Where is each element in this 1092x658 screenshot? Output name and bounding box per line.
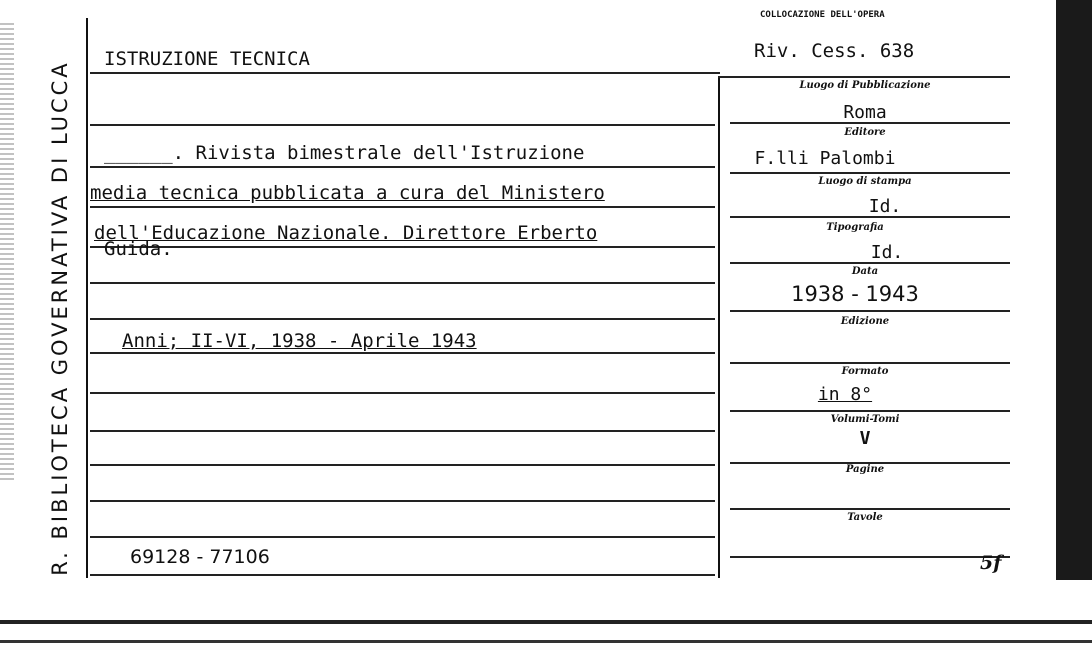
ruled-line	[730, 362, 1010, 364]
ruled-line	[90, 574, 715, 576]
ruled-line	[90, 124, 715, 126]
field-value-volumes: V	[859, 428, 871, 449]
left-margin-rule	[86, 18, 88, 578]
ruled-line	[90, 72, 720, 74]
ruled-line	[90, 246, 715, 248]
card-bottom-edge	[0, 620, 1092, 624]
body-line-3: dell'Educazione Nazionale. Direttore Erberto	[94, 222, 598, 244]
ruled-line	[90, 392, 715, 394]
card-left-edge	[0, 20, 14, 480]
ruled-line	[90, 352, 715, 354]
field-value-print-place: Id.	[868, 196, 902, 217]
field-label-edition: Edizione	[840, 316, 890, 327]
field-value-printer: Id.	[870, 242, 904, 263]
inventory-numbers: 69128 - 77106	[130, 546, 270, 568]
ruled-line	[90, 500, 715, 502]
library-name-vertical: R. BIBLIOTECA GOVERNATIVA DI LUCCA	[48, 60, 72, 576]
field-label-format: Formato	[841, 366, 889, 377]
ruled-line	[730, 410, 1010, 412]
holdings-years: Anni; II-VI, 1938 - Aprile 1943	[122, 330, 477, 352]
field-label-date: Data	[851, 266, 879, 277]
field-label-pages: Pagine	[845, 464, 885, 475]
field-value-date: 1938 - 1943	[791, 282, 919, 306]
body-line-4: Guida.	[104, 238, 173, 260]
ruled-line	[90, 282, 715, 284]
card-right-edge	[1056, 0, 1092, 580]
corner-mark: 5f	[980, 552, 1002, 574]
heading-title: ISTRUZIONE TECNICA	[104, 48, 310, 70]
field-label-place: Luogo di Pubblicazione	[799, 80, 931, 91]
body-line-2: media tecnica pubblicata a cura del Ministero	[90, 182, 605, 204]
field-label-publisher: Editore	[844, 127, 886, 138]
ruled-line	[718, 76, 1010, 78]
ruled-line	[90, 206, 715, 208]
ruled-line	[730, 508, 1010, 510]
ruled-line	[730, 172, 1010, 174]
ruled-line	[730, 556, 1010, 558]
ruled-line	[730, 310, 1010, 312]
collocation-header: COLLOCAZIONE DELL'OPERA	[760, 10, 885, 20]
field-value-publisher: F.lli Palombi	[754, 148, 896, 169]
shelfmark: Riv. Cess. 638	[754, 40, 915, 62]
ruled-line	[90, 536, 715, 538]
ruled-line	[90, 318, 715, 320]
field-label-printer: Tipografia	[826, 222, 884, 233]
field-value-place: Roma	[843, 102, 887, 123]
ruled-line	[90, 166, 715, 168]
ruled-line	[90, 464, 715, 466]
field-label-volumes: Volumi-Tomi	[830, 414, 900, 425]
field-label-print-place: Luogo di stampa	[818, 176, 912, 187]
card-bottom-edge	[0, 640, 1092, 643]
field-label-plates: Tavole	[847, 512, 883, 523]
ruled-line	[90, 430, 715, 432]
body-line-1: ______. Rivista bimestrale dell'Istruzione	[104, 142, 585, 164]
field-value-format: in 8°	[817, 384, 873, 405]
